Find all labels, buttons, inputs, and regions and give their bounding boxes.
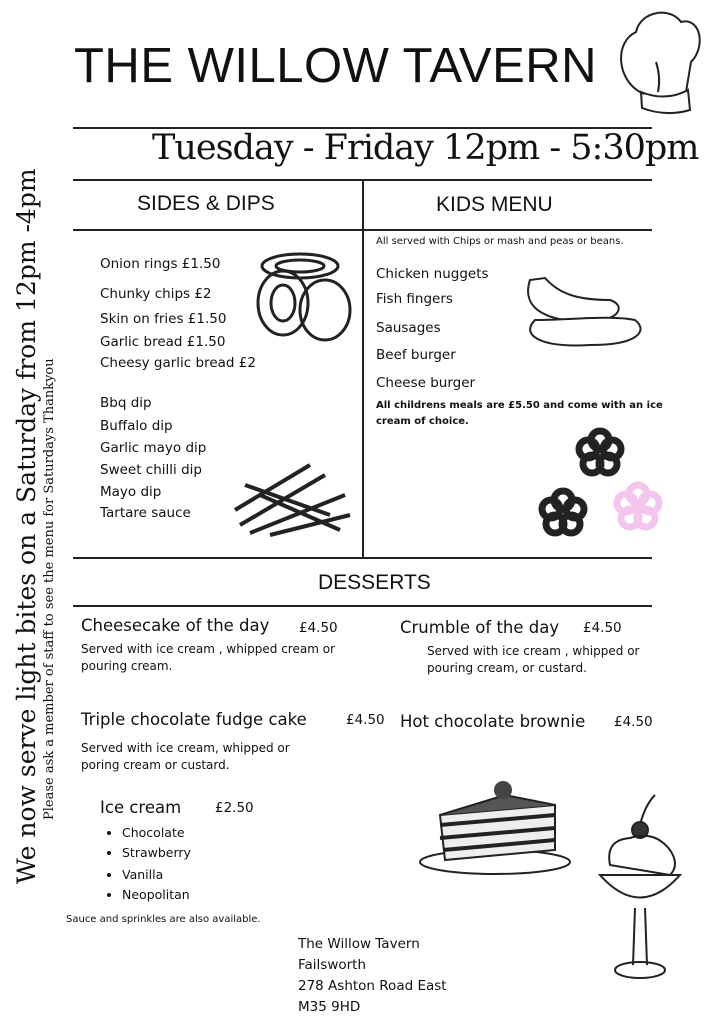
dip-item: Bbq dip: [100, 395, 152, 411]
address-line: 278 Ashton Road East: [298, 978, 447, 994]
desserts-heading: DESSERTS: [318, 571, 431, 594]
page-title: THE WILLOW TAVERN: [74, 39, 598, 93]
dessert-price: £4.50: [299, 620, 338, 636]
dessert-price: £4.50: [614, 714, 653, 730]
address-line: Failsworth: [298, 957, 367, 973]
dessert-name: Cheesecake of the day: [81, 616, 270, 635]
flavour-item: • Neopolitan: [122, 885, 191, 905]
flavour-item: • Chocolate: [122, 823, 191, 843]
side-item: Cheesy garlic bread £2: [100, 355, 256, 371]
onion-rings-icon: [245, 248, 360, 348]
sauce-note: Sauce and sprinkles are also available.: [66, 914, 261, 925]
dessert-desc: Served with ice cream , whipped cream or pouring cream.: [81, 642, 335, 673]
side-item: Skin on fries £1.50: [100, 311, 227, 327]
dessert-name: Hot chocolate brownie: [400, 712, 586, 731]
flavour-item: • Strawberry: [122, 843, 191, 863]
side-item: Onion rings £1.50: [100, 256, 221, 272]
address-line: M35 9HD: [298, 999, 361, 1015]
dip-item: Buffalo dip: [100, 418, 173, 434]
address-line: The Willow Tavern: [298, 936, 420, 952]
opening-hours: Tuesday - Friday 12pm - 5:30pm: [152, 128, 699, 168]
kids-item: Sausages: [376, 320, 441, 336]
kids-item: Chicken nuggets: [376, 266, 489, 282]
flavour-list: [102, 823, 191, 905]
flavour-item: • Vanilla: [122, 865, 191, 885]
dessert-price: £4.50: [583, 620, 622, 636]
sausages-icon: [520, 270, 650, 350]
kids-item: Cheese burger: [376, 375, 476, 391]
saturday-notice: We now serve light bites on a Saturday from 12pm -4pm: [12, 168, 41, 884]
side-item: Chunky chips £2: [100, 286, 212, 302]
side-item: Garlic bread £1.50: [100, 334, 226, 350]
cake-icon: [415, 770, 575, 880]
saturday-notice-sub: Please ask a member of staff to see the menu for Saturdays Thankyou: [42, 358, 57, 820]
dessert-desc: Served with ice cream , whipped or pouring cream, or custard.: [427, 644, 640, 675]
dip-item: Sweet chilli dip: [100, 462, 202, 478]
chef-hat-icon: [606, 2, 706, 117]
kids-price-note: All childrens meals are £5.50 and come with an ice cream of choice.: [376, 400, 663, 427]
sundae-icon: [595, 790, 685, 990]
dessert-price: £4.50: [346, 712, 385, 728]
dessert-name: Triple chocolate fudge cake: [81, 710, 307, 729]
dessert-name: Ice cream: [100, 798, 182, 817]
dip-item: Tartare sauce: [100, 505, 191, 521]
fries-icon: [230, 455, 355, 540]
dessert-desc: Served with ice cream, whipped or poring cream or custard.: [81, 741, 290, 772]
sides-heading: SIDES & DIPS: [137, 192, 275, 215]
dip-item: Garlic mayo dip: [100, 440, 207, 456]
dessert-price: £2.50: [215, 800, 254, 816]
kids-note: All served with Chips or mash and peas or beans.: [376, 236, 624, 247]
kids-heading: KIDS MENU: [436, 193, 553, 216]
kids-item: Fish fingers: [376, 291, 453, 307]
dip-item: Mayo dip: [100, 484, 162, 500]
dessert-name: Crumble of the day: [400, 618, 560, 637]
kids-item: Beef burger: [376, 347, 456, 363]
flowers-icon: [528, 425, 668, 545]
